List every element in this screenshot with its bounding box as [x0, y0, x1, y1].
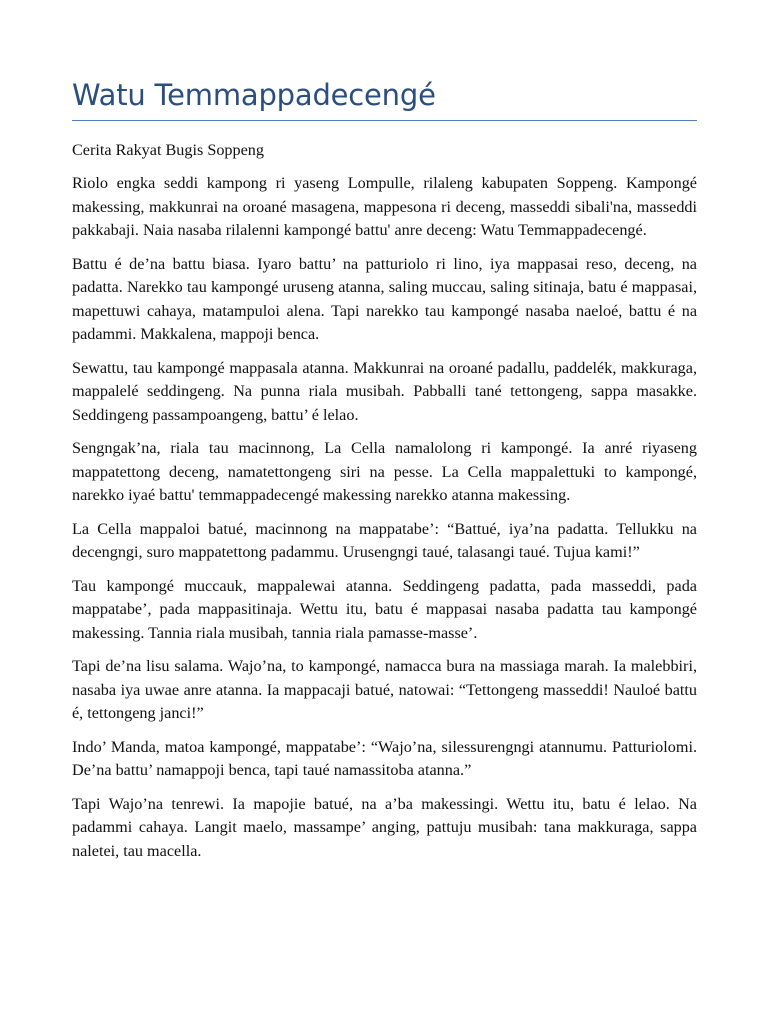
paragraph-7: Tapi de’na lisu salama. Wajo’na, to kampongé, namacca bura na massiaga marah. Ia malebbiri, nasaba iya uwae anre atanna. Ia mappacaji batué, natowai: “Tettongeng masseddi! Nauloé battu é, tettongeng janci!”: [72, 657, 697, 722]
paragraph-1: Riolo engka seddi kampong ri yaseng Lompulle, rilaleng kabupaten Soppeng. Kampongé makessing, makkunrai na oroané masagena, mappesona ri deceng, masseddi sibali'na, masseddi pakkabaji. Naia nasaba rilalenni kampongé battu' anre deceng: Watu Temmappadecengé.: [72, 174, 697, 239]
paragraph-9: Tapi Wajo’na tenrewi. Ia mapojie batué, na a’ba makessingi. Wettu itu, batu é lelao. Na padammi cahaya. Langit maelo, massampe’ anging, pattuju musibah: tana makkuraga, sappa naletei, tau macella.: [72, 794, 697, 860]
paragraph-2: Battu é de’na battu biasa. Iyaro battu’ na patturiolo ri lino, iya mappasai reso, deceng, na padatta. Narekko tau kampongé uruseng atanna, saling muccau, saling sitinaja, batu é mappasai, mapettuwi cahaya, matampuloi alena. Tapi narekko tau kampongé nasaba naeloé, battu é na padammi. Makkalena, mappoji benca.: [72, 254, 697, 343]
paragraph-5: La Cella mappaloi batué, macinnong na mappatabe’: “Battué, iya’na padatta. Tellukku na decengngi, suro mappatettong padammu. Urusengngi taué, talasangi taué. Tujua kami!”: [72, 519, 697, 561]
document-title: Watu Temmappadecengé: [72, 78, 436, 112]
paragraph-6: Tau kampongé muccauk, mappalewai atanna. Seddingeng padatta, pada masseddi, pada mappatabe’, pada mappasitinaja. Wettu itu, batu é mappasai nasaba padatta tau kampongé makessing. Tannia riala musibah, tannia riala pamasse-masse’.: [72, 576, 697, 642]
paragraph-8: Indo’ Manda, matoa kampongé, mappatabe’: “Wajo’na, silessurengngi atannumu. Patturiolomi. De’na battu’ namappoji benca, tapi taué namassitoba atanna.”: [72, 737, 697, 779]
document-subtitle: Cerita Rakyat Bugis Soppeng: [72, 141, 264, 159]
paragraph-4: Sengngak’na, riala tau macinnong, La Cella namalolong ri kampongé. Ia anré riyaseng mappatettong deceng, namatettongeng siri na pesse. La Cella mappalettuki to kampongé, narekko iyaé battu' temmappadecengé makessing narekko atanna makessing.: [72, 439, 697, 504]
title-underline-divider: [72, 120, 697, 121]
document-page: [72, 0, 697, 863]
paragraph-3: Sewattu, tau kampongé mappasala atanna. Makkunrai na oroané padallu, paddelék, makkuraga, mappalelé seddingeng. Na punna riala musibah. Pabballi tané tettongeng, sappa masakke. Seddingeng passampoangeng, battu’ é lelao.: [72, 358, 697, 424]
